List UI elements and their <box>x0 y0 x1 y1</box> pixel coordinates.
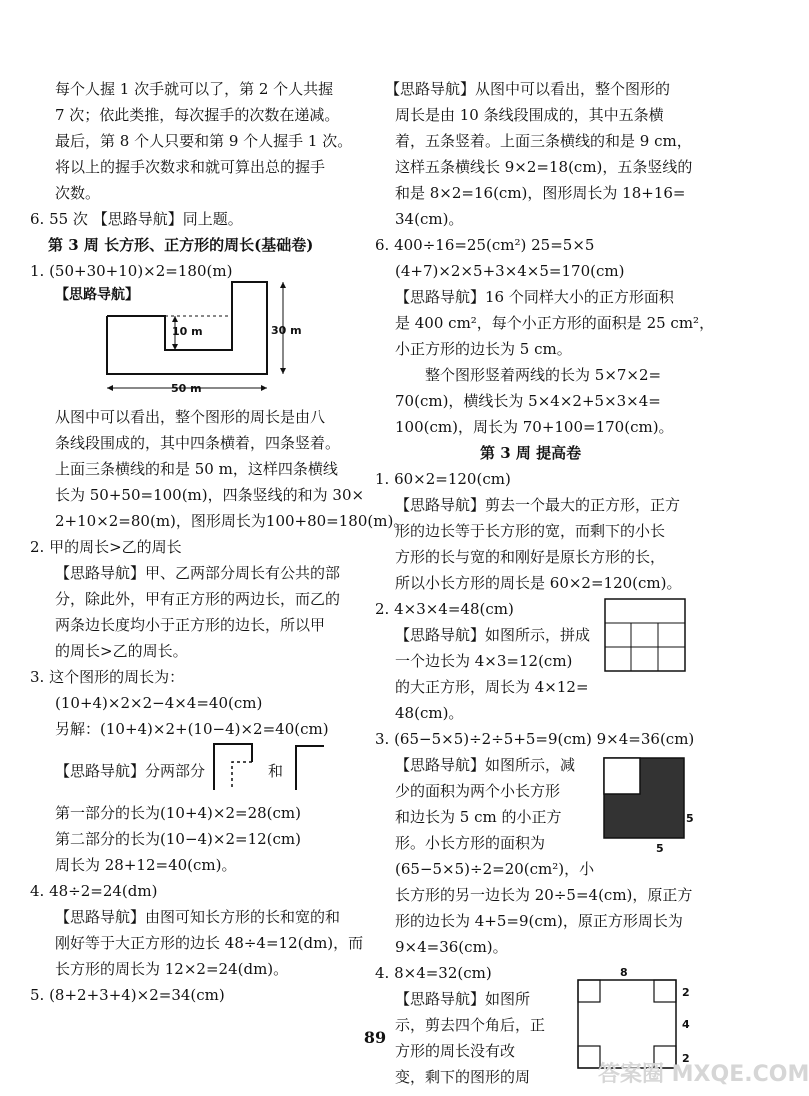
p3-nav-1: 【思路导航】如图所示，减 <box>395 756 576 774</box>
section-title-basic: 第 3 周 长方形、正方形的周长(基础卷) <box>48 236 314 254</box>
p3-nav-8: 9×4=36(cm)。 <box>395 938 508 956</box>
intro-line-4: 将以上的握手次数求和就可算出总的握手 <box>55 158 326 176</box>
q2-nav-3: 两条边长度均小于正方形的边长，所以甲 <box>55 616 326 634</box>
r-top-6: 34(cm)。 <box>395 210 464 228</box>
q2-nav-1: 【思路导航】甲、乙两部分周长有公共的部 <box>55 564 341 582</box>
q1-text-4: 长为 50+50=100(m)，四条竖线的和为 30× <box>55 486 365 504</box>
p4-nav-4: 变，剩下的图形的周 <box>395 1068 531 1086</box>
p2-answer: 2. 4×3×4=48(cm) <box>375 600 514 618</box>
q1-text-3: 上面三条横线的和是 50 m，这样四条横线 <box>55 460 338 478</box>
r-top-5: 和是 8×2=16(cm)，图形周长为 18+16= <box>395 184 686 202</box>
q1-figure <box>95 278 305 398</box>
intro-line-2: 7 次；依此类推，每次握手的次数在递减。 <box>55 106 340 124</box>
p4-nav-2: 示，剪去四个角后，正 <box>395 1016 546 1034</box>
p3-nav-2: 少的面积为两个小长方形 <box>395 782 561 800</box>
q2-answer: 2. 甲的周长>乙的周长 <box>30 538 182 556</box>
p4-label-r2: 4 <box>682 1018 690 1031</box>
p2-nav-4: 48(cm)。 <box>395 704 464 722</box>
q1-text-2: 条线段围成的，其中四条横着，四条竖着。 <box>55 434 341 452</box>
q1-answer: 1. (50+30+10)×2=180(m) <box>30 262 233 280</box>
p3-label-bottom: 5 <box>656 842 664 855</box>
p4-square-figure <box>572 968 702 1072</box>
q3-and: 和 <box>268 762 284 780</box>
q3-part1-figure <box>210 742 260 792</box>
r-top-4: 这样五条横线长 9×2=18(cm)，五条竖线的 <box>395 158 693 176</box>
q1-text-5: 2+10×2=80(m)，图形周长为100+80=180(m)。 <box>55 512 409 530</box>
q3-rest-3: 周长为 28+12=40(cm)。 <box>55 856 237 874</box>
p4-label-r3: 2 <box>682 1052 690 1065</box>
q1-label-10m: 10 m <box>172 325 203 338</box>
p3-nav-4: 形。小长方形的面积为 <box>395 834 546 852</box>
q4-nav-2: 刚好等于大正方形的边长 48÷4=12(dm)，而 <box>55 934 364 952</box>
p1-nav-3: 方形的长与宽的和刚好是原长方形的长， <box>395 548 666 566</box>
r-top-2: 周长是由 10 条线段围成的，其中五条横 <box>395 106 664 124</box>
r-top-1: 【思路导航】从图中可以看出，整个图形的 <box>385 80 671 98</box>
p1-nav-4: 所以小长方形的周长是 60×2=120(cm)。 <box>395 574 682 592</box>
q6-answer: 6. 55 次 【思路导航】同上题。 <box>30 210 243 228</box>
p1-nav-1: 【思路导航】剪去一个最大的正方形，正方 <box>395 496 681 514</box>
r-q6-nav-3: 小正方形的边长为 5 cm。 <box>395 340 572 358</box>
p3-nav-6: 长方形的另一边长为 20÷5=4(cm)，原正方 <box>395 886 693 904</box>
q1-label-50m: 50 m <box>171 382 202 395</box>
r-top-3: 着，五条竖着。上面三条横线的和是 9 cm， <box>395 132 692 150</box>
q1-nav-label: 【思路导航】 <box>55 287 139 303</box>
q4-answer: 4. 48÷2=24(dm) <box>30 882 158 900</box>
q3-rest-1: 第一部分的长为(10+4)×2=28(cm) <box>55 804 301 822</box>
q3-part2-figure <box>292 742 332 792</box>
q4-nav-3: 长方形的周长为 12×2=24(dm)。 <box>55 960 289 978</box>
p2-grid-figure <box>604 598 686 672</box>
watermark: 答案圈 MXQE.COM <box>598 1062 809 1087</box>
r-q6-c-3: 100(cm)，周长为 70+100=170(cm)。 <box>395 418 674 436</box>
p3-nav-7: 形的边长为 4+5=9(cm)，原正方形周长为 <box>395 912 683 930</box>
r-q6-c-2: 70(cm)，横线长为 5×4×2+5×3×4= <box>395 392 661 410</box>
q2-nav-2: 分，除此外，甲有正方形的两边长，而乙的 <box>55 590 341 608</box>
section-title-advanced: 第 3 周 提高卷 <box>480 444 582 462</box>
p2-nav-2: 一个边长为 4×3=12(cm) <box>395 652 573 670</box>
p3-answer: 3. (65−5×5)÷2÷5+5=9(cm) 9×4=36(cm) <box>375 730 695 748</box>
p2-nav-1: 【思路导航】如图所示，拼成 <box>395 626 591 644</box>
p3-square-figure <box>602 756 694 856</box>
q4-nav-1: 【思路导航】由图可知长方形的长和宽的和 <box>55 908 341 926</box>
p3-label-side: 5 <box>686 812 694 825</box>
p1-nav-2: 形的边长等于长方形的宽，而剩下的小长 <box>395 522 666 540</box>
q3-alt: 另解：(10+4)×2+(10−4)×2=40(cm) <box>55 720 329 738</box>
r-q6-nav-1: 【思路导航】16 个同样大小的正方形面积 <box>395 288 674 306</box>
p1-answer: 1. 60×2=120(cm) <box>375 470 511 488</box>
p4-label-r1: 2 <box>682 986 690 999</box>
r-q6-c-1: 整个图形竖着两线的长为 5×7×2= <box>425 366 662 384</box>
q3-rest-2: 第二部分的长为(10−4)×2=12(cm) <box>55 830 301 848</box>
q1-text-1: 从图中可以看出，整个图形的周长是由八 <box>55 408 326 426</box>
p4-label-top: 8 <box>620 966 628 979</box>
p2-nav-3: 的大正方形，周长为 4×12= <box>395 678 589 696</box>
q3-nav: 【思路导航】分两部分 <box>55 762 206 780</box>
intro-line-3: 最后，第 8 个人只要和第 9 个人握手 1 次。 <box>55 132 353 150</box>
q3-formula: (10+4)×2×2−4×4=40(cm) <box>55 694 263 712</box>
intro-line-1: 每个人握 1 次手就可以了，第 2 个人共握 <box>55 80 334 98</box>
p4-nav-1: 【思路导航】如图所 <box>395 990 531 1008</box>
p4-answer: 4. 8×4=32(cm) <box>375 964 492 982</box>
page-number: 89 <box>363 1028 387 1047</box>
p4-nav-3: 方形的周长没有改 <box>395 1042 516 1060</box>
intro-line-5: 次数。 <box>55 184 101 202</box>
r-q6-answer: 6. 400÷16=25(cm²) 25=5×5 <box>375 236 595 254</box>
q2-nav-4: 的周长>乙的周长。 <box>55 642 188 660</box>
r-q6-formula: (4+7)×2×5+3×4×5=170(cm) <box>395 262 625 280</box>
q5-answer: 5. (8+2+3+4)×2=34(cm) <box>30 986 225 1004</box>
p3-nav-3: 和边长为 5 cm 的小正方 <box>395 808 562 826</box>
p3-nav-5: (65−5×5)÷2=20(cm²)，小 <box>395 860 595 878</box>
q1-label-30m: 30 m <box>271 324 302 337</box>
q3-title: 3. 这个图形的周长为： <box>30 668 185 686</box>
r-q6-nav-2: 是 400 cm²，每个小正方形的面积是 25 cm²， <box>395 314 715 332</box>
